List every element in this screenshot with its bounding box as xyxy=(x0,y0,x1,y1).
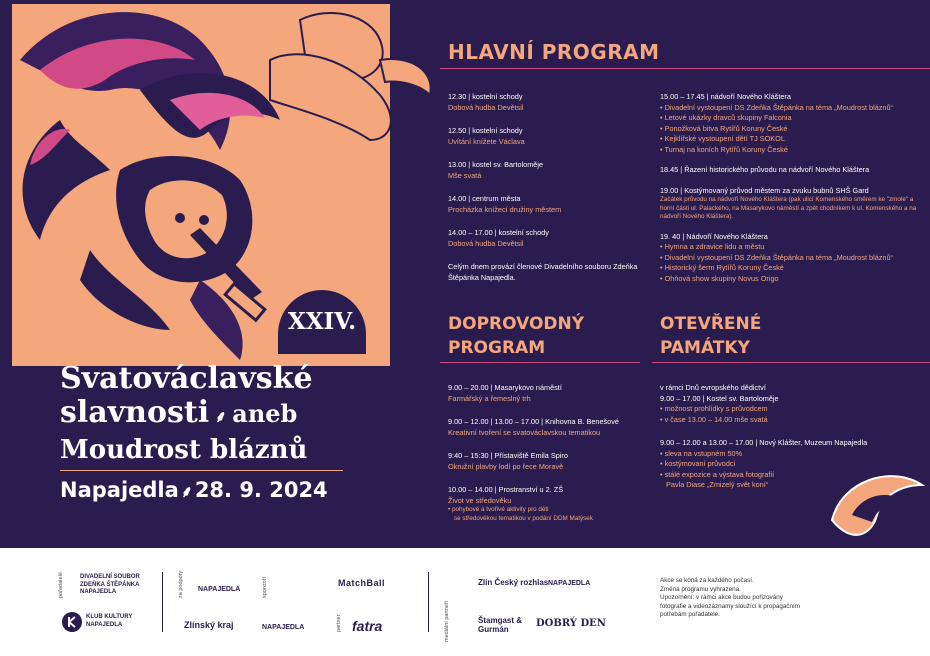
program-bullet-text: Divadelní vystoupení DS Zdeňka Štěpánka na téma „Moudrost bláznů“ xyxy=(664,102,893,112)
logo-divadelni-soubor: DIVADELNÍ SOUBOR ZDEŇKA ŠTĚPÁNKA NAPAJEDLA xyxy=(80,574,140,595)
main-program-left-column xyxy=(448,92,638,296)
illustration xyxy=(0,0,393,548)
edition-badge: XXIV. xyxy=(278,290,366,354)
program-item-time: 19. 40 | Nádvoří Nového Kláštera xyxy=(660,231,768,241)
program-bullet: • Divadelní vystoupení DS Zdeňka Štěpánka na téma „Moudrost bláznů“ xyxy=(660,252,893,262)
program-item xyxy=(448,160,638,181)
program-note xyxy=(448,262,638,283)
program-item xyxy=(448,228,638,249)
logo-dobry-den: DOBRÝ DEN xyxy=(536,618,606,629)
program-item-time: 15.00 – 17.45 | nádvoří Nového Kláštera xyxy=(660,92,791,101)
logo-matchball: MatchBall xyxy=(338,578,386,588)
program-bullet-text: Hymna a zdravice lidu a městu xyxy=(664,242,765,251)
program-item-title: Kreativní tvoření se svatováclavskou tematikou xyxy=(448,427,601,437)
label-media: mediální partneři xyxy=(444,601,450,642)
program-item xyxy=(660,92,928,155)
program-item xyxy=(448,383,648,404)
program-item xyxy=(660,232,928,285)
title-line-3: Moudrost bláznů xyxy=(60,435,308,465)
title-line-2 xyxy=(60,396,313,434)
program-item-time: 9.00 – 12.00 a 13.00 – 17.00 | Nový Klášter, Muzeum Napajedla xyxy=(660,438,868,447)
program-bullet-text: Pavla Diase „Zmizelý svět koní“ xyxy=(666,480,769,489)
program-item xyxy=(448,417,648,438)
title-divider xyxy=(60,470,343,471)
program-item-title: Uvítání knížete Václava xyxy=(448,136,525,146)
program-item-time: 9.00 – 20.00 | Masarykovo náměstí xyxy=(448,383,562,392)
side-program-heading-line-2: PROGRAM xyxy=(448,338,546,358)
title-line-1: Svatováclavské xyxy=(60,361,313,396)
footer-note: Změna programu vyhrazena. xyxy=(660,585,741,593)
program-bullet: • Historický šerm Rytířů Koruny České xyxy=(660,263,784,272)
place-and-date xyxy=(60,478,328,502)
open-monuments-heading-line-1: OTEVŘENÉ xyxy=(660,314,762,334)
footer-separator xyxy=(428,572,429,632)
program-bullet: • kostýmovaní průvodci xyxy=(660,459,736,468)
side-program-heading xyxy=(448,312,584,360)
program-item-time: 9.00 – 17.00 | Kostel sv. Bartoloměje xyxy=(660,393,779,403)
program-bullet-text: v čase 13.00 – 14.00 mše svatá xyxy=(664,414,768,424)
program-item-time: 12.50 | kostelní schody xyxy=(448,126,523,135)
open-monuments-rule xyxy=(652,362,930,363)
main-program-rule xyxy=(440,68,930,69)
footer-note: Akce se koná za každého počasí. xyxy=(660,577,754,584)
side-program-column xyxy=(448,383,648,536)
logo-klub-kultury: KLUB KULTURY NAPAJEDLA xyxy=(86,614,133,628)
program-item xyxy=(660,394,928,426)
program-item-time: 9:40 – 15:30 | Přístaviště Emila Spiro xyxy=(448,451,568,460)
program-bullet-text: Divadelní vystoupení DS Zdeňka Štěpánka na téma „Moudrost bláznů“ xyxy=(664,252,893,262)
program-item-time: 9.00 – 12.00 | 13.00 – 17.00 | Knihovna B. Benešové xyxy=(448,417,619,426)
program-note-text: Celým dnem provází členové Divadelního souboru Zdeňka Štěpánka Napajedla. xyxy=(448,262,638,282)
program-bullet-text: Turnaj na koních Rytířů Koruny České xyxy=(664,144,788,154)
logo-napajedla-2: NAPAJEDLA xyxy=(262,624,305,631)
program-bullet-text: Historický šerm Rytířů Koruny České xyxy=(664,263,784,272)
program-item xyxy=(448,126,638,147)
open-monuments-heading xyxy=(660,312,761,360)
program-item xyxy=(448,194,638,215)
program-bullet: • možnost prohlídky s průvodcem xyxy=(660,404,768,413)
program-bullet-text: se středověkou tematikou v podání DDM Matýsek xyxy=(454,514,593,522)
label-support: za podpory xyxy=(178,570,184,598)
open-monuments-column xyxy=(660,383,928,504)
program-item xyxy=(660,186,928,222)
logo-stamgast-gurman: Štamgast & Gurmán xyxy=(478,616,523,634)
logo-napajedla: NAPAJEDLA xyxy=(198,586,241,593)
program-bullet: • Divadelní vystoupení DS Zdeňka Štěpánka na téma „Moudrost bláznů“ xyxy=(660,102,893,112)
title-line-2-text: slavnosti xyxy=(60,395,210,430)
side-program-heading-line-1: DOPROVODNÝ xyxy=(448,314,585,334)
klub-kultury-logo-icon xyxy=(62,612,82,632)
program-bullet-text: kostýmovaní průvodci xyxy=(664,459,736,468)
footer-note: Upozornění: v rámci akce budou pořizovány fotografie a videozáznamy sloužící k propagačním potřebám pořadatele. xyxy=(660,594,801,619)
bird-icon: ⸙ xyxy=(180,482,193,501)
program-bullet-text: Ponožková bitva Rytířů Koruny České xyxy=(664,123,788,133)
side-program-rule xyxy=(440,362,640,363)
program-bullet xyxy=(448,515,648,524)
program-bullet: • pohybové a tvořivé aktivity pro děti xyxy=(448,506,549,513)
program-bullet-text: sleva na vstupném 50% xyxy=(664,448,743,458)
program-bullet: • v čase 13.00 – 14.00 mše svatá xyxy=(660,414,768,424)
program-item xyxy=(448,485,648,523)
program-item-title: Procházka knížecí družiny městem xyxy=(448,204,562,214)
program-bullet xyxy=(660,480,928,491)
place: Napajedla xyxy=(60,478,179,502)
bird-icon: ⸙ xyxy=(209,407,233,426)
footer-notes xyxy=(660,577,800,620)
festival-title xyxy=(60,362,313,466)
program-item xyxy=(660,438,928,491)
program-item-time: 19.00 | Kostýmovaný průvod městem za zvuku bubnů SHŠ Gard xyxy=(660,185,869,195)
main-program-heading: HLAVNÍ PROGRAM xyxy=(448,40,660,64)
program-item-title: Dobová hudba Devětsil xyxy=(448,238,524,248)
program-item-title: Okružní plavby lodí po řece Moravě xyxy=(448,461,564,471)
program-item-time: 13.00 | kostel sv. Bartoloměje xyxy=(448,160,544,169)
open-monuments-intro: v rámci Dnů evropského dědictví xyxy=(660,383,766,392)
program-bullet: • Kejklířské vystoupení dětí TJ SOKOL xyxy=(660,134,785,143)
program-bullet-text: Kejklířské vystoupení dětí TJ SOKOL xyxy=(664,134,785,143)
main-program-right-column xyxy=(660,92,928,297)
date: 28. 9. 2024 xyxy=(194,478,328,502)
program-item-time: 12.30 | kostelní schody xyxy=(448,92,523,101)
program-bullet-text: stálé expozice a výstava fotografií xyxy=(664,469,775,479)
open-monuments-heading-line-2: PAMÁTKY xyxy=(660,338,750,358)
logo-zlinsky-kraj: Zlínský kraj xyxy=(184,620,234,630)
program-bullet-text: možnost prohlídky s průvodcem xyxy=(664,404,768,413)
label-organizers: pořadatelé xyxy=(58,572,64,598)
program-item-title: Život ve středověku xyxy=(448,495,512,505)
program-item-title: Mše svatá xyxy=(448,170,482,180)
program-bullet-text: pohybové a tvořivé aktivity pro děti xyxy=(451,506,549,513)
program-bullet: • Ponožková bitva Rytířů Koruny České xyxy=(660,123,788,133)
program-bullet: • Turnaj na koních Rytířů Koruny České xyxy=(660,144,788,154)
label-sponsors: sponzoři xyxy=(262,577,268,598)
program-item-time: 10.00 – 14.00 | Prostranství u 2. ZŠ xyxy=(448,485,564,494)
program-item-title: Dobová hudba Devětsil xyxy=(448,102,524,112)
logo-zlin-rozhlas: Zlín Český rozhlas xyxy=(478,578,549,587)
program-item xyxy=(448,92,638,113)
program-bullet-text: Ohňová show skupiny Novus Origo xyxy=(664,273,779,283)
program-item-time: 14.00 – 17.00 | kostelní schody xyxy=(448,228,549,237)
program-item-note: Začátek průvodu na nádvoří Nového Kláštera (pak ulicí Komenského směrem ke "zmole" a horní části ul. Palackého, na Masarykovo náměstí a zpět chodníkem k ul. Komenského a na nádvoří Nového Kláštera). xyxy=(660,196,917,220)
program-bullet: • Hymna a zdravice lidu a městu xyxy=(660,242,765,251)
program-bullet: • stálé expozice a výstava fotografií xyxy=(660,469,775,479)
program-bullet-text: Letové ukázky dravců skupiny Falconia xyxy=(664,113,792,122)
logo-fatra: fatra xyxy=(352,618,383,634)
program-item xyxy=(448,451,648,472)
label-partner: partner xyxy=(336,614,342,632)
program-bullet: • Letové ukázky dravců skupiny Falconia xyxy=(660,113,792,122)
program-item-time: 18.45 | Řazení historického průvodu na nádvoří Nového Kláštera xyxy=(660,165,870,174)
program-bullet: • sleva na vstupném 50% xyxy=(660,448,743,458)
program-item xyxy=(660,165,928,176)
program-item-time: 14.00 | centrum města xyxy=(448,194,521,203)
logo-napajedla-3: NAPAJEDLA xyxy=(548,580,591,587)
title-aneb: aneb xyxy=(232,399,298,428)
program-bullet: • Ohňová show skupiny Novus Origo xyxy=(660,273,779,283)
jester-ornament-illustration xyxy=(0,0,440,370)
program-item-title: Farmářský a řemeslný trh xyxy=(448,393,531,403)
footer-separator xyxy=(162,572,163,632)
